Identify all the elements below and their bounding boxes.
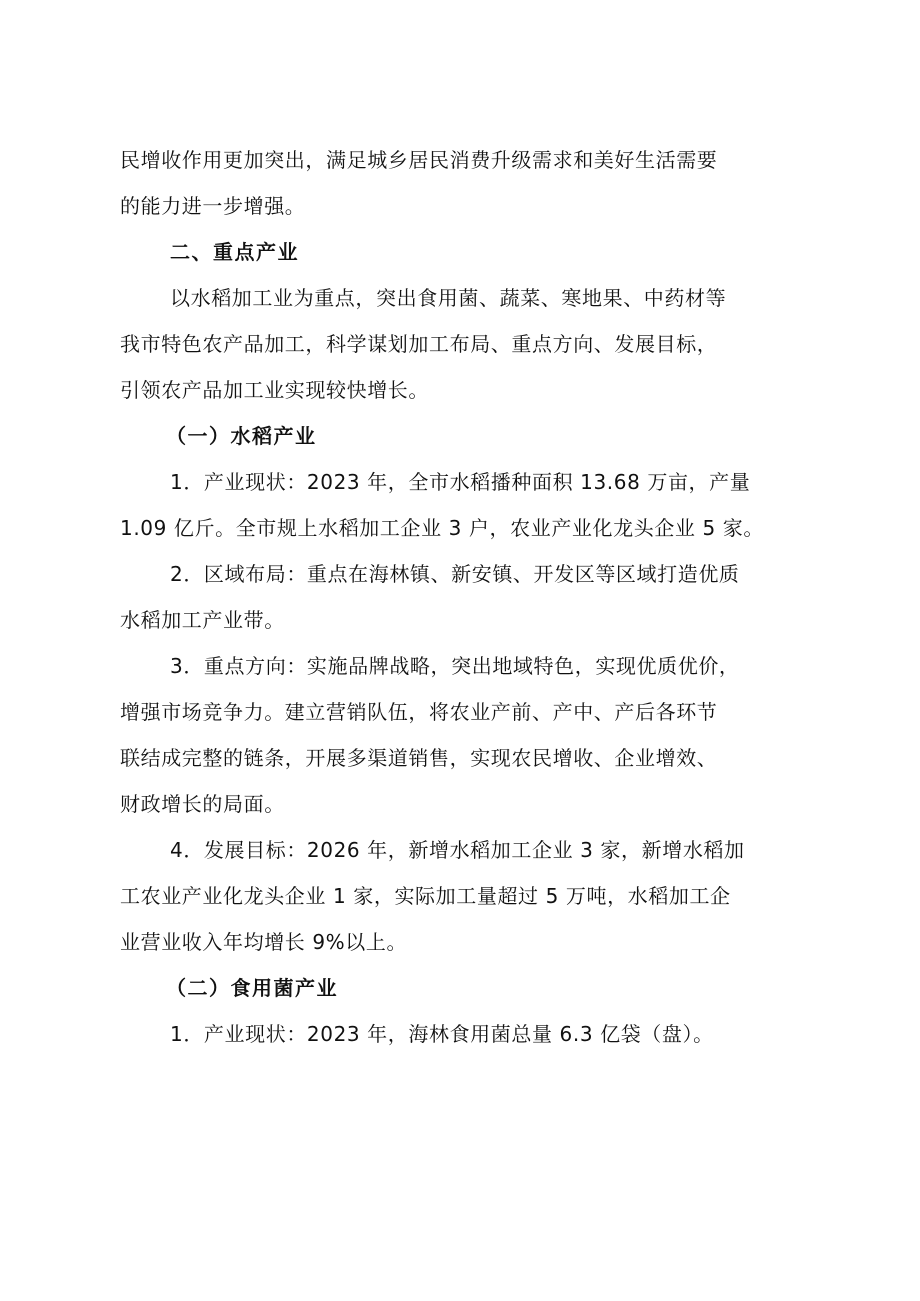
- paragraph-line: 引领农产品加工业实现较快增长。: [120, 378, 429, 402]
- paragraph-line: 水稻加工产业带。: [120, 608, 285, 632]
- paragraph-line: 以水稻加工业为重点，突出食用菌、蔬菜、寒地果、中药材等: [170, 286, 727, 310]
- paragraph-line: 的能力进一步增强。: [120, 194, 306, 218]
- paragraph-line: 民增收作用更加突出，满足城乡居民消费升级需求和美好生活需要: [120, 148, 718, 172]
- paragraph-line: 2．区域布局：重点在海林镇、新安镇、开发区等区域打造优质: [170, 562, 740, 586]
- paragraph-line: 增强市场竞争力。建立营销队伍，将农业产前、产中、产后各环节: [120, 700, 718, 724]
- paragraph-line: 工农业产业化龙头企业 1 家，实际加工量超过 5 万吨，水稻加工企: [120, 884, 731, 908]
- paragraph-line: 1．产业现状：2023 年，海林食用菌总量 6.3 亿袋（盘）。: [170, 1022, 714, 1046]
- subsection-heading: （一）水稻产业: [166, 424, 317, 448]
- subsection-heading: （二）食用菌产业: [166, 976, 338, 1000]
- section-heading: 二、重点产业: [170, 240, 299, 264]
- paragraph-line: 3．重点方向：实施品牌战略，突出地域特色，实现优质优价，: [170, 654, 740, 678]
- paragraph-line: 业营业收入年均增长 9%以上。: [120, 930, 408, 954]
- paragraph-line: 4．发展目标：2026 年，新增水稻加工企业 3 家，新增水稻加: [170, 838, 745, 862]
- paragraph-line: 1．产业现状：2023 年，全市水稻播种面积 13.68 万亩，产量: [170, 470, 751, 494]
- paragraph-line: 联结成完整的链条，开展多渠道销售，实现农民增收、企业增效、: [120, 746, 718, 770]
- paragraph-line: 财政增长的局面。: [120, 792, 285, 816]
- paragraph-line: 1.09 亿斤。全市规上水稻加工企业 3 户，农业产业化龙头企业 5 家。: [120, 516, 764, 540]
- paragraph-line: 我市特色农产品加工，科学谋划加工布局、重点方向、发展目标，: [120, 332, 718, 356]
- document-body: [120, 137, 805, 1057]
